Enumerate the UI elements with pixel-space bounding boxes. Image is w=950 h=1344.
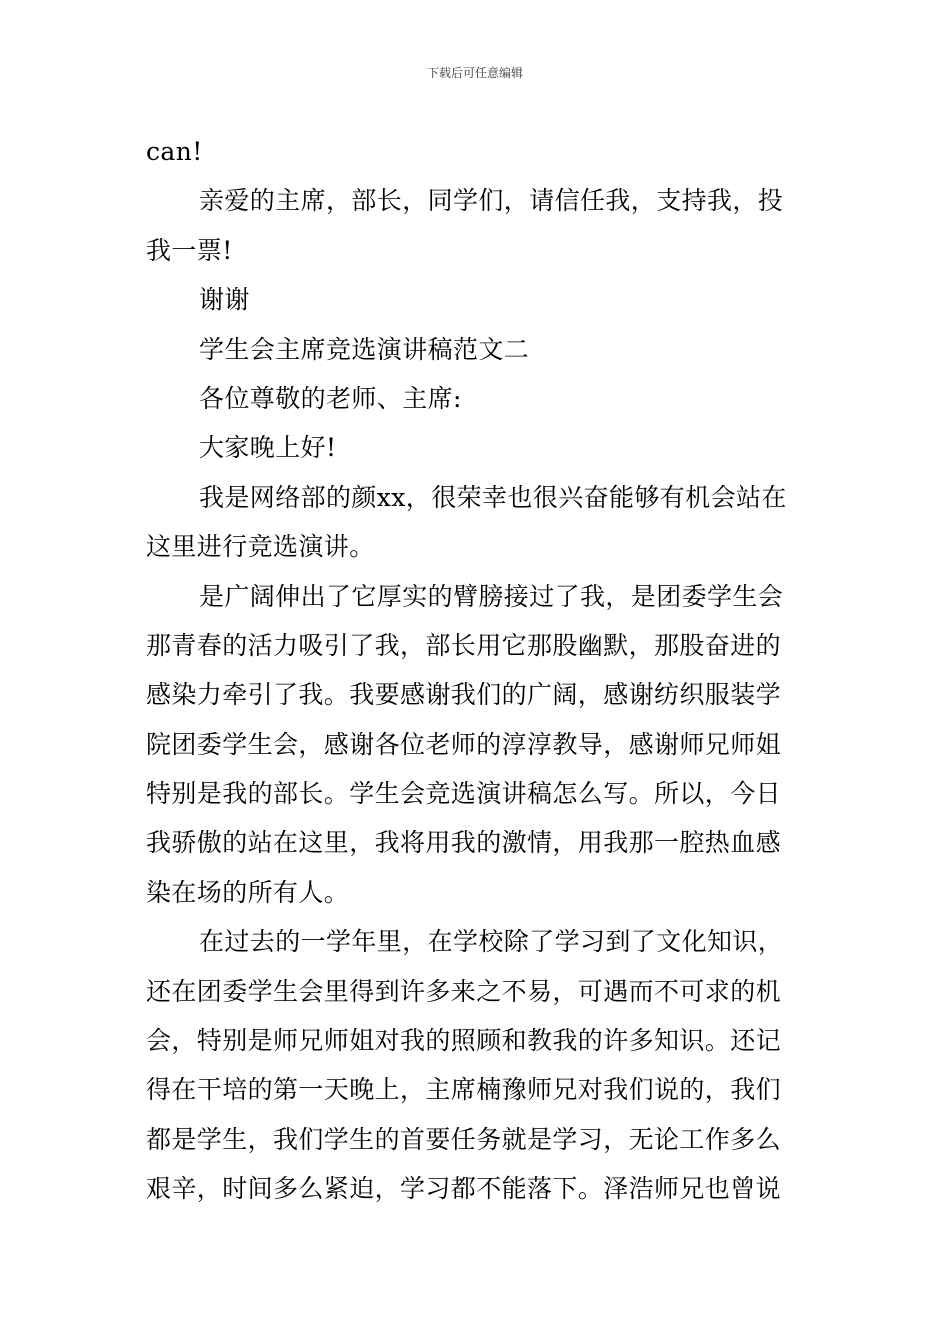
text-line: can! — [146, 137, 203, 166]
text-line: 我骄傲的站在这里，我将用我的激情，用我那一腔热血感 — [146, 828, 782, 858]
text-line: 亲爱的主席，部长，同学们，请信任我，支持我，投 — [199, 186, 784, 216]
document-body — [146, 127, 810, 1214]
text-line: 谢谢 — [199, 285, 250, 315]
text-line: 还在团委学生会里得到许多来之不易，可遇而不可求的机 — [146, 976, 782, 1006]
text-line: 大家晚上好! — [199, 433, 337, 463]
text-line: 在过去的一学年里，在学校除了学习到了文化知识， — [199, 927, 784, 957]
text-line: 我是网络部的颜xx，很荣幸也很兴奋能够有机会站在 — [199, 482, 787, 512]
text-line: 我一票! — [146, 235, 233, 265]
text-line: 都是学生，我们学生的首要任务就是学习，无论工作多么 — [146, 1124, 782, 1154]
text-line: 艰辛，时间多么紧迫，学习都不能落下。泽浩师兄也曾说 — [146, 1174, 782, 1204]
text-line: 那青春的活力吸引了我，部长用它那股幽默，那股奋进的 — [146, 630, 782, 660]
text-line: 院团委学生会，感谢各位老师的淳淳教导，感谢师兄师姐 — [146, 729, 782, 759]
text-line: 染在场的所有人。 — [146, 877, 350, 907]
page-header-note: 下载后可任意编辑 — [426, 66, 523, 80]
text-line: 得在干培的第一天晚上，主席楠豫师兄对我们说的，我们 — [146, 1075, 782, 1105]
text-line: 各位尊敬的老师、主席: — [199, 383, 462, 413]
text-line: 是广阔伸出了它厚实的臂膀接过了我，是团委学生会 — [199, 581, 784, 611]
text-line: 这里进行竞选演讲。 — [146, 532, 375, 562]
text-line: 特别是我的部长。学生会竞选演讲稿怎么写。所以，今日 — [146, 779, 782, 809]
text-line: 会，特别是师兄师姐对我的照顾和教我的许多知识。还记 — [146, 1026, 782, 1056]
text-line: 感染力牵引了我。我要感谢我们的广阔，感谢纺织服装学 — [146, 680, 782, 710]
section-title: 学生会主席竞选演讲稿范文二 — [199, 334, 530, 364]
